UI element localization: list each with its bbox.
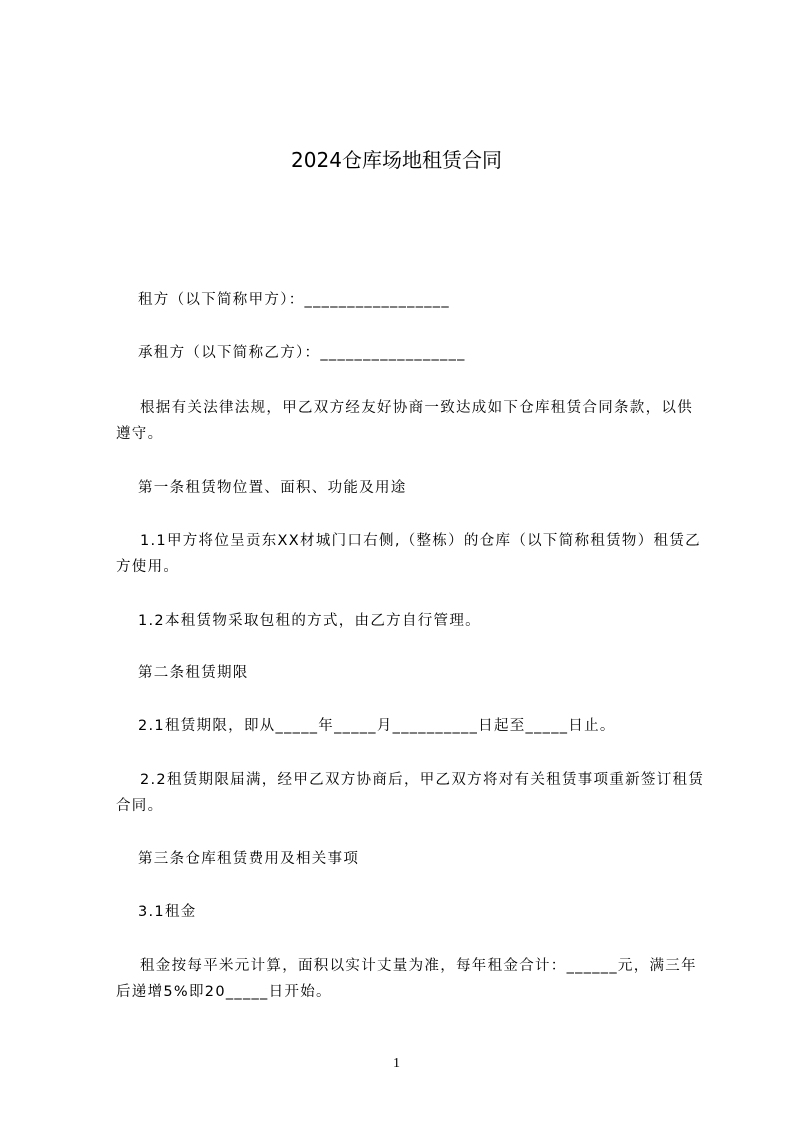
preamble-paragraph: 根据有关法律法规，甲乙双方经友好协商一致达成如下仓库租赁合同条款，以供遵守。 <box>116 400 693 442</box>
page-number: 1 <box>393 1056 400 1071</box>
lessee-line: 承租方（以下简称乙方）：_________________ <box>138 345 466 361</box>
clause-1-2: 1.2本租赁物采取包租的方式，由乙方自行管理。 <box>138 613 481 629</box>
lessor-line: 租方（以下简称甲方）：_________________ <box>138 292 450 308</box>
article-2-heading: 第二条租赁期限 <box>138 665 249 681</box>
document-title: 2024仓库场地租赁合同 <box>291 148 502 172</box>
clause-3-1: 3.1租金 <box>138 904 197 920</box>
article-1-heading: 第一条租赁物位置、面积、功能及用途 <box>138 480 407 496</box>
clause-2-1: 2.1租赁期限，即从_____年_____月__________日起至_____日止。 <box>138 718 616 734</box>
clause-1-1: 1.1甲方将位呈贡东XX材城门口右侧,（整栋）的仓库（以下简称租赁物）租赁乙方使用。 <box>116 533 701 575</box>
clause-2-2: 2.2租赁期限届满，经甲乙双方协商后，甲乙双方将对有关租赁事项重新签订租赁合同。 <box>116 772 705 814</box>
article-3-heading: 第三条仓库租赁费用及相关事项 <box>138 851 360 867</box>
rent-paragraph: 租金按每平米元计算，面积以实计丈量为准，每年租金合计：______元，满三年后递增5%即20_____日开始。 <box>116 958 697 1000</box>
